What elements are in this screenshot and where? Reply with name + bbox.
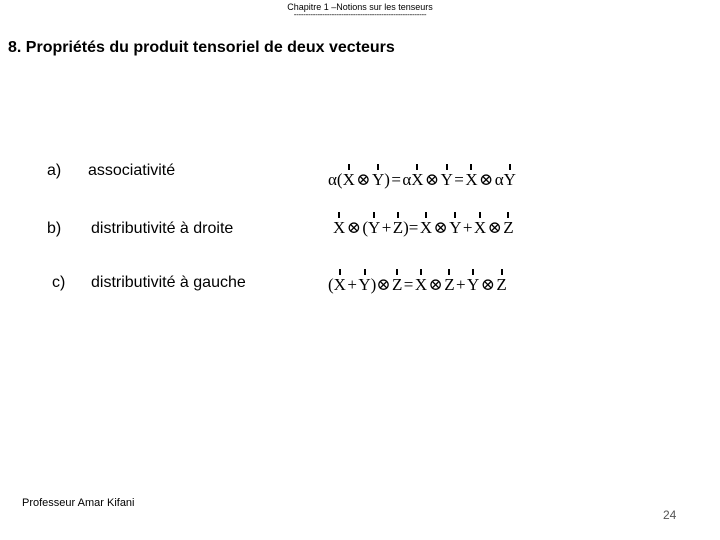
header [0,2,720,18]
chapter-title: Chapitre 1 –Notions sur les tenseurs [287,2,433,12]
property-letter-c: c) [52,274,66,291]
formula-left-distributivity: (X + Y)⊗ Z = X ⊗ Z + Y ⊗ Z [328,275,507,294]
property-letter-a: a) [47,162,62,179]
property-label-associativity: associativité [88,162,176,179]
footer-author: Professeur Amar Kifani [22,497,135,509]
formula-associativity: α(X ⊗ Y) = αX ⊗ Y = X ⊗ αY [328,170,516,189]
property-label-left-distributivity: distributivité à gauche [91,274,246,291]
property-label-right-distributivity: distributivité à droite [91,220,234,237]
section-title: 8. Propriétés du produit tensoriel de deux vecteurs [8,39,395,56]
header-rule: -------------------------------------------------------- [293,10,427,19]
page-number: 24 [663,508,677,522]
property-letter-b: b) [47,220,62,237]
formula-right-distributivity: X ⊗ (Y + Z)= X ⊗ Y + X ⊗ Z [333,218,514,237]
